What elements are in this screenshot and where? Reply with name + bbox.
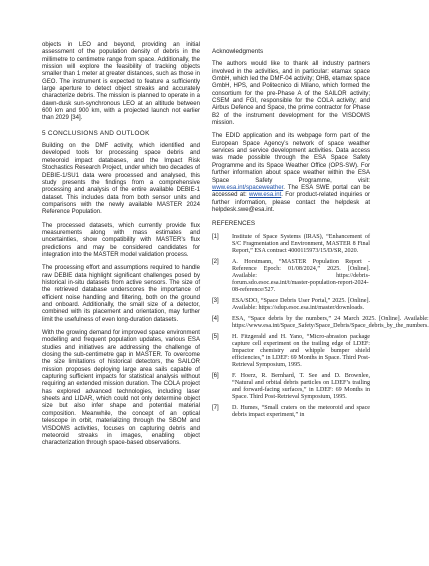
reference-text: ESA/SDO, “Space Debris User Portal,” 2025. [Online]. Available: https://sdup.esoc.esa.int/master/downloads. (232, 297, 370, 311)
references-list (212, 233, 429, 419)
reference-text: D. Humes, “Small craters on the meteoroid and space debris impact experiment,” in (232, 404, 370, 418)
reference-item (212, 298, 370, 312)
reference-text: H. Fitzgerald and H. Yano, “Micro-abrasion package capture cell experiment on the trailing edge of LDEF: Impactor chemistry and whipple bumper shield efficiencies,” in LDEF: 69 Months in Space. Third Post-Retrieval Symposium, 1995. (232, 333, 370, 368)
reference-text: Institute of Space Systems (IRAS), “Enhancement of S/C Fragmentation and Environment, MASTER 8 Final Report,” ESA contract 4000115973/15/D/SR, 2020. (232, 233, 370, 254)
spaceweather-link[interactable]: www.esa.int/spaceweather (212, 184, 284, 191)
reference-text: F. Hoerz, R. Bernhard, T. See and D. Brownlee, “Natural and orbital debris particles on LDEF’s trailing and forward-facing surfaces,” in LDEF: 69 Months in Space. Third Post-Retrieval Symposium, 1995. (232, 372, 370, 400)
reference-number: [4] (212, 315, 219, 322)
reference-text: A. Horstmann, “MASTER Population Report - Reference Epoch: 01/08/2024,” 2025. [Online]. Available: https://debris-forum.sdo.esoc.esa.int/t/master-population-report-2024-08-reference/527. (232, 258, 370, 293)
body-paragraph: Building on the DMF activity, which identified and developed tools for processing space debris and meteoroid impact databases, and the Impact Risk Stochastics Research Project, under which two decades of DEBIE-1/SU1 data were processed and analysed, this study presents the findings from a comprehensive processing and analysis of the entire available DEBIE-1 dataset. This includes data from both sensor units and comparisons with the newly available MASTER 2024 Reference Population. (42, 143, 200, 216)
ack-text: The EDID application and its webpage form part of the European Space Agency’s network of space weather services and service development activities. Data access was made possible through the ESA Space Safety Programme and its Space Weather Office (OPS-SW). For further information about space weather within the ESA Space Safety Programme, visit: (212, 133, 370, 184)
acknowledgments-heading: Acknowledgments (212, 48, 264, 55)
reference-item (212, 234, 370, 255)
acknowledgments-paragraph: The authors would like to thank all industry partners involved in the activities, and in particular: etamax space GmbH, which led the DMF-04 activity; OHB, etamax space GmbH, HPS, and Politecnico di Milano, which formed the consortium for the pre-Phase A of the SAILOR activity; CSEM and FGI, responsible for the COLA activity; and Airbus Defence and Space, the prime contractor for Phase B2 of the instrument development for the VISDOMS mission. (212, 61, 370, 127)
ack-text: . The ESA SWE portal can be accessed at: (212, 184, 370, 199)
reference-number: [7] (212, 404, 219, 411)
esa-link[interactable]: www.esa.int (248, 192, 282, 199)
right-column (212, 42, 429, 423)
reference-item (212, 334, 370, 369)
reference-item (212, 259, 370, 294)
body-paragraph: With the growing demand for improved space environment modelling and frequent population updates, various ESA studies and initiatives are addressing the challenge of closing the sub-centimetre gap in MASTER. To overcome the size limitations of historical detectors, the SAILOR mission proposes deploying large area sails capable of capturing sufficient impacts for statistical analysis without requiring an extended mission duration. The COLA project has explored advanced technologies, including laser sheets and LIDAR, which could not only determine object size but also infer shape and potential material composition. Meanwhile, the concept of an optical telescope in orbit, materializing through the SBOM and VISDOMS activities, focuses on capturing debris and meteoroid streaks in images, enabling object characterization through space-based observations. (42, 330, 200, 447)
body-paragraph: objects in LEO and beyond, providing an initial assessment of the population density of debris in the millimetre to centimetre range from space. Additionally, the mission will explore the feasibility of tracking objects smaller than 1 meter at greater distances, such as those in GEO. The instrument is expected to feature a sufficiently large aperture to detect object streaks and accurately characterize debris. The mission is planned to operate in a dawn-dusk sun-synchronous LEO at an altitude between 600 km and 900 km, with a projected launch not earlier than 2029 [34]. (42, 42, 200, 122)
reference-number: [1] (212, 233, 219, 240)
body-paragraph: The processed datasets, which currently provide flux measurements along with mass estimates and uncertainties, show compatibility with MASTER’s flux predictions and may be considered candidates for integration into the MASTER model validation process. (42, 222, 200, 258)
reference-number: [3] (212, 297, 219, 304)
reference-item (212, 315, 429, 330)
reference-item (212, 373, 370, 401)
body-paragraph: The processing effort and assumptions required to handle raw DEBIE data highlight significant challenges posed by historical in-situ datasets from active sensors. The size of the retrieved database underscores the importance of efficient noise handling and filtering, both on the ground and onboard. Additionally, the small size of a detector, combined with its placement and orientation, may further limit the usefulness of even long-duration datasets. (42, 265, 200, 323)
reference-number: [5] (212, 333, 219, 340)
section-heading: 5 CONCLUSIONS AND OUTLOOK (42, 129, 150, 137)
ack-text: . For product-related inquiries or further information, please contact the helpdesk at helpdesk.swe@esa.int. (212, 192, 370, 213)
reference-number: [6] (212, 372, 219, 379)
reference-item (212, 405, 370, 419)
acknowledgments-paragraph (212, 133, 370, 214)
reference-text: ESA, “Space debris by the numbers,” 24 March 2025. [Online]. Available: https://www.esa.int/Space_Safety/Space_Debris/Space_debris_by_the_numbers. (232, 315, 429, 329)
references-heading: REFERENCES (212, 220, 256, 228)
left-column (42, 42, 200, 454)
reference-number: [2] (212, 258, 219, 265)
